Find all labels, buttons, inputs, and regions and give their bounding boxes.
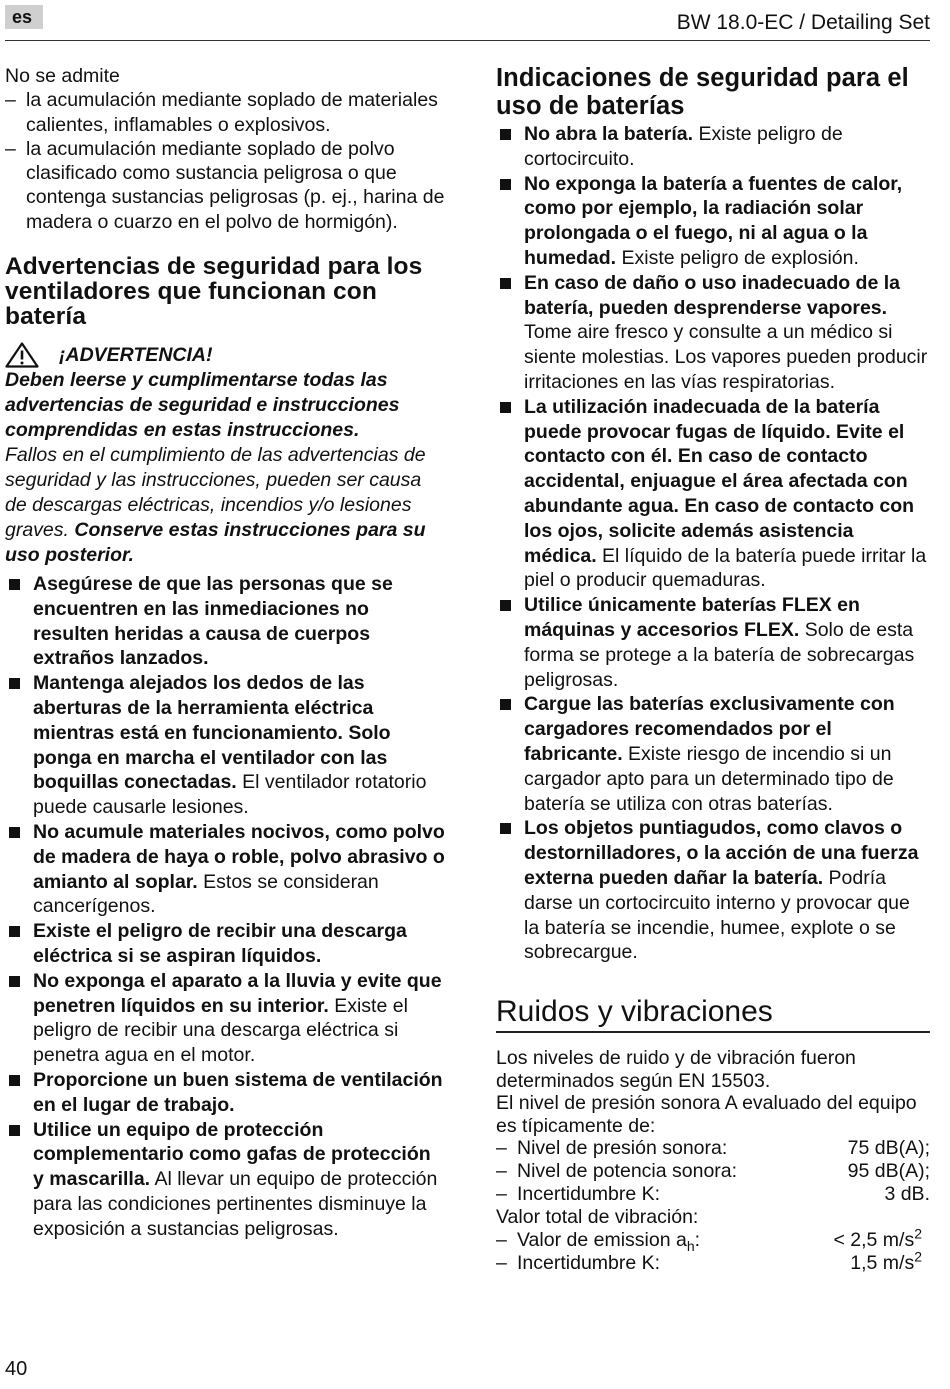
spec-value: 95 dB(A); xyxy=(847,1160,930,1183)
bullet-bold: No exponga el aparato a la lluvia y evite que penetren líquidos en su interior. xyxy=(33,969,442,1017)
list-item xyxy=(496,692,930,816)
bullet-bold: No exponga la batería a fuentes de calor, como por ejemplo, la radiación solar prolongada o el fuego, ni al agua o la humedad. xyxy=(524,172,903,269)
list-item: – la acumulación mediante soplado de polvo clasificado como sustancia peligrosa o que contenga sustancias peligrosas (p. ej., harina de madera o cuarzo en el polvo de hormigón). xyxy=(5,137,445,234)
warning-consequence: Fallos en el cumplimiento de las advertencias de seguridad y las instrucciones, pueden ser causa de descargas eléctricas, incendios y/o lesiones graves. xyxy=(5,444,426,542)
vibration-emission-label: Valor de emission a xyxy=(517,1229,687,1252)
spec-row xyxy=(496,1225,922,1254)
bullet-bold: Asegúrese de que las personas que se encuentren en las inmediaciones no resulten heridas a causa de cuerpos extraños lanzados. xyxy=(33,573,393,670)
bullet-text: Estos se consideran cancerígenos. xyxy=(33,870,379,918)
spec-value: 3 dB. xyxy=(884,1183,930,1206)
noise-intro-1: Los niveles de ruido y de vibración fueron determinados según EN 15503. xyxy=(496,1047,856,1092)
section-title-fan-safety: Advertencias de seguridad para los ventiladores que funcionan con batería xyxy=(5,253,423,331)
spec-value xyxy=(833,1225,922,1252)
bullet-text: Al llevar un equipo de protección para las condiciones pertinentes disminuye la exposición a sustancias peligrosas. xyxy=(33,1168,438,1240)
document-title: BW 18.0-EC / Detailing Set xyxy=(676,11,930,34)
list-item xyxy=(496,395,930,593)
vibration-k-value: 1,5 m/s xyxy=(850,1252,915,1275)
bullet-bold: No acumule materiales nocivos, como polvo de madera de haya o roble, polvo abrasivo o amianto al soplar. xyxy=(33,821,445,893)
bullet-text: Solo de esta forma se protege a la batería de sobrecargas peligrosas. xyxy=(524,618,915,691)
vibration-emission-unit-sup: 2 xyxy=(914,1225,922,1242)
noise-spec-list xyxy=(496,1137,930,1206)
spec-label: – Nivel de presión sonora: xyxy=(517,1137,728,1160)
bullet-bold: Existe el peligro de recibir una descarga eléctrica si se aspiran líquidos. xyxy=(33,920,407,968)
list-item xyxy=(496,816,930,965)
list-item xyxy=(496,122,930,172)
warning-triangle-icon xyxy=(5,342,39,368)
bullet-bold: Los objetos puntiagudos, como clavos o destornilladores, o la acción de una fuerza externa pueden dañar la batería. xyxy=(524,817,919,889)
bullet-bold: Proporcione un buen sistema de ventilación en el lugar de trabajo. xyxy=(33,1069,443,1116)
list-item xyxy=(5,572,445,671)
language-tag: es xyxy=(5,5,43,29)
section-title-noise: Ruidos y vibraciones xyxy=(496,995,930,1033)
list-item xyxy=(496,271,930,395)
spec-value xyxy=(850,1248,922,1275)
list-item xyxy=(5,1118,445,1242)
spec-row xyxy=(496,1137,930,1160)
warning-label: ¡ADVERTENCIA! xyxy=(59,343,213,366)
bullet-bold: Mantenga alejados los dedos de las aberturas de la herramienta eléctrica mientras está en funcionamiento. Solo ponga en marcha el ventilador con las boquillas conectadas. xyxy=(33,672,391,794)
vibration-emission-colon: : xyxy=(694,1229,701,1252)
bullet-text: Podría darse un cortocircuito interno y provocar que la batería se incendie, humee, explote o se sobrecargue. xyxy=(524,866,910,964)
bullet-bold: La utilización inadecuada de la batería puede provocar fugas de líquido. Evite el contacto con él. En caso de contacto accidental, enjuague el área afectada con abundante agua. En caso de contacto con los ojos, solicite además asistencia médica. xyxy=(524,395,915,567)
list-item xyxy=(496,172,930,271)
intro-label: No se admite xyxy=(5,65,120,87)
bullet-bold: En caso de daño o uso inadecuado de la batería, pueden desprenderse vapores. xyxy=(524,271,900,319)
header-divider xyxy=(5,40,930,41)
battery-safety-list xyxy=(496,122,930,965)
bullet-bold: Utilice únicamente baterías FLEX en máquinas y accesorios FLEX. xyxy=(524,594,860,641)
bullet-bold: Utilice un equipo de protección complementario como gafas de protección y mascarilla. xyxy=(33,1118,431,1191)
left-column xyxy=(5,64,445,1242)
page-number: 40 xyxy=(5,1358,28,1380)
spec-value: 75 dB(A); xyxy=(847,1137,930,1160)
bullet-bold: No abra la batería. xyxy=(524,123,694,145)
warning-keep-instructions: Conserve estas instrucciones para su uso posterior. xyxy=(5,519,426,567)
bullet-text: El ventilador rotatorio puede causarle lesiones. xyxy=(33,771,427,819)
list-item xyxy=(5,919,445,969)
vibration-emission-subscript: h xyxy=(686,1237,695,1254)
fan-safety-list xyxy=(5,572,445,1242)
spec-label xyxy=(517,1229,700,1252)
noise-intro-2: El nivel de presión sonora A evaluado del equipo es típicamente de: xyxy=(496,1092,917,1137)
list-item xyxy=(5,671,445,820)
list-item xyxy=(5,820,445,919)
bullet-text: Existe el peligro de recibir una descarga eléctrica si penetra agua en el motor. xyxy=(33,994,408,1067)
spec-row xyxy=(496,1183,930,1206)
list-item xyxy=(5,1068,445,1118)
bullet-text: Tome aire fresco y consulte a un médico si siente molestias. Los vapores pueden producir irritaciones en las vías respiratorias. xyxy=(524,321,928,393)
warning-text xyxy=(5,443,445,568)
spec-label: – Incertidumbre K: xyxy=(517,1183,661,1206)
vibration-spec-list xyxy=(496,1225,930,1275)
intro-list xyxy=(5,88,445,234)
spec-label: – Incertidumbre K: xyxy=(517,1252,661,1275)
section-title-battery-safety: Indicaciones de seguridad para el uso de baterías xyxy=(496,64,909,120)
vibration-emission-value: < 2,5 m/s xyxy=(833,1229,915,1252)
bullet-text: Existe peligro de explosión. xyxy=(621,246,859,269)
list-item: – la acumulación mediante soplado de materiales calientes, inflamables o explosivos. xyxy=(5,88,445,137)
bullet-text: El líquido de la batería puede irritar la piel o producir quemaduras. xyxy=(524,544,927,592)
spec-row xyxy=(496,1248,922,1275)
right-column xyxy=(496,64,930,1275)
list-item xyxy=(5,969,445,1068)
spec-row xyxy=(496,1160,930,1183)
bullet-text: Existe riesgo de incendio si un cargador apto para un determinado tipo de batería se utiliza con otras baterías. xyxy=(524,742,894,815)
bullet-bold: Cargue las baterías exclusivamente con cargadores recomendados por el fabricante. xyxy=(524,693,895,765)
warning-header xyxy=(5,342,445,368)
spec-label: – Nivel de potencia sonora: xyxy=(517,1160,738,1183)
vibration-label: Valor total de vibración: xyxy=(496,1206,699,1229)
vibration-k-unit-sup: 2 xyxy=(914,1248,922,1265)
bullet-text: Existe peligro de cortocircuito. xyxy=(524,123,843,170)
list-item xyxy=(496,593,930,692)
warning-bold-text: Deben leerse y cumplimentarse todas las advertencias de seguridad e instrucciones comprendidas en estas instrucciones. xyxy=(5,369,400,442)
